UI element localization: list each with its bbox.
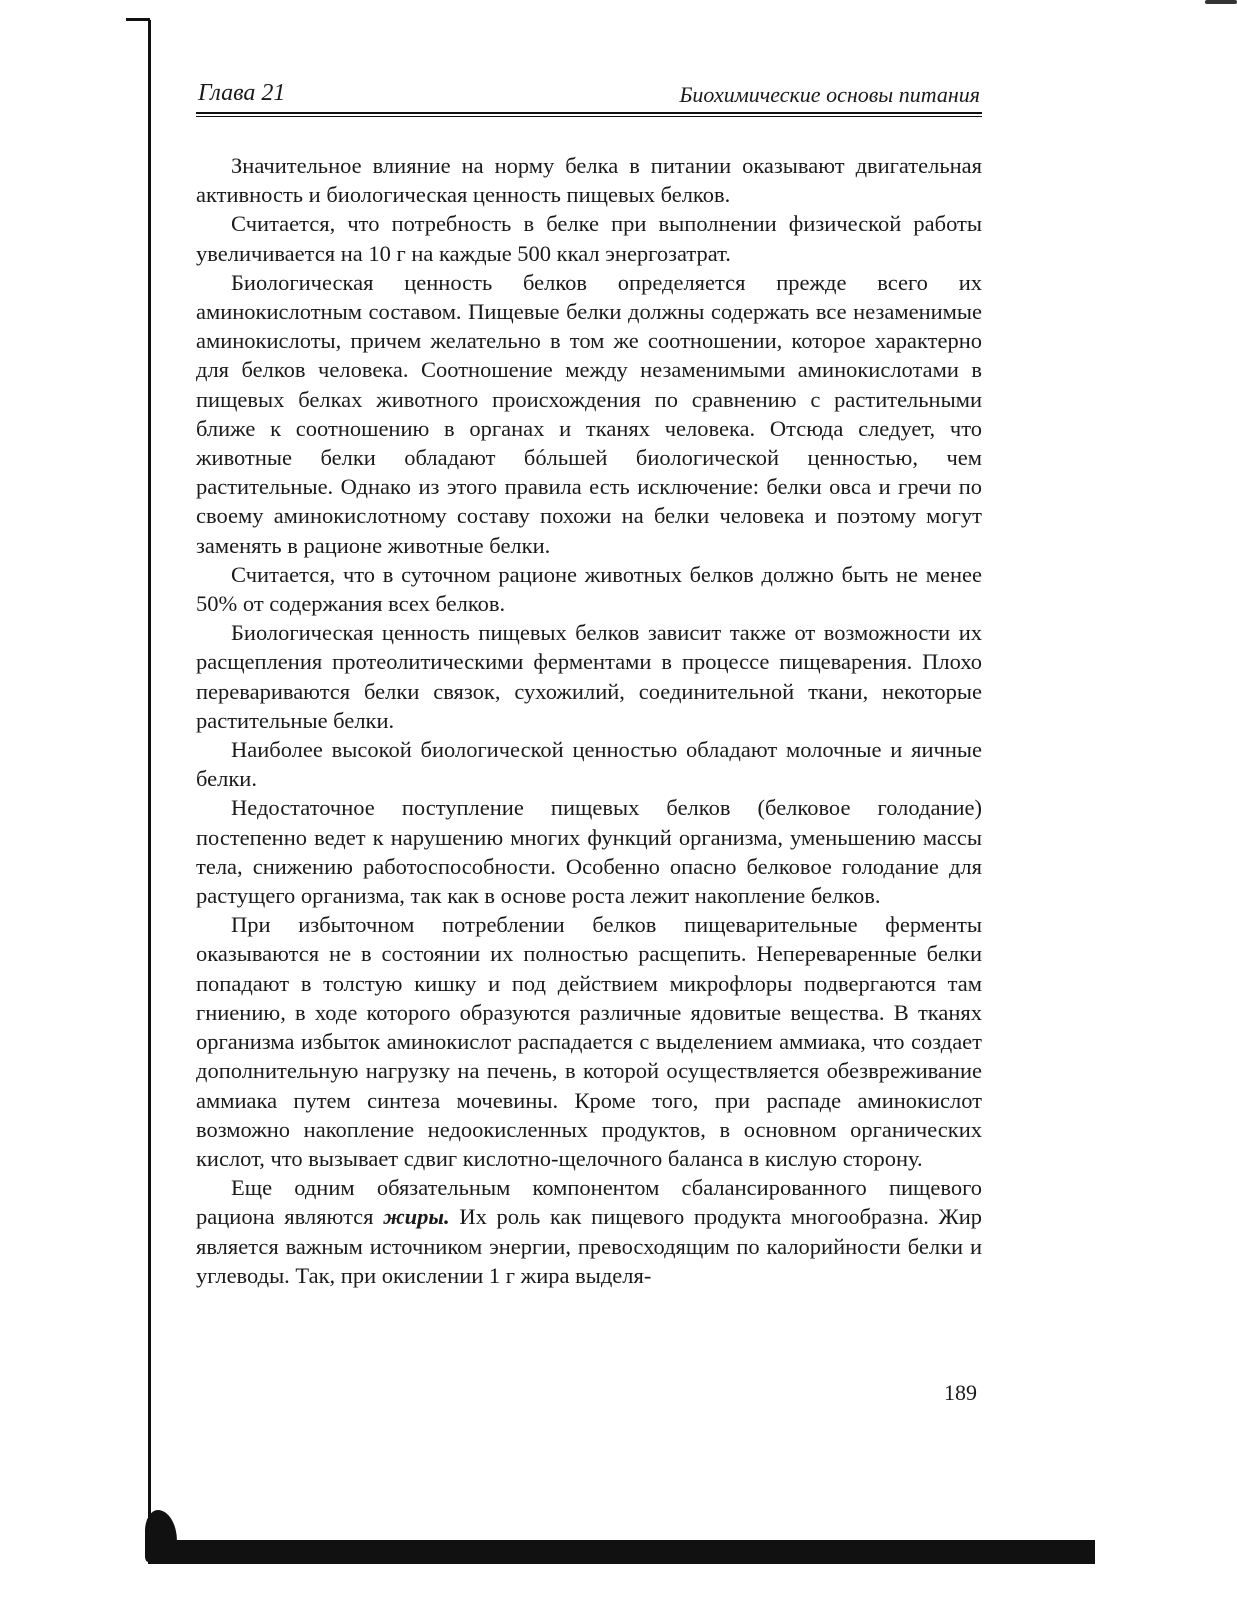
running-header xyxy=(196,76,982,108)
scan-artifact-bottom-bar xyxy=(148,1540,1095,1564)
paragraph-fats xyxy=(196,1173,982,1290)
scan-artifact-top-corner xyxy=(126,18,150,21)
scan-artifact-top-right xyxy=(1205,0,1237,4)
page-number: 189 xyxy=(944,1380,977,1405)
paragraph-text: Их роль как пищевого продукта многообразна. Жир является важным источником энергии, превосходящим по калорийности белки и углеводы. Так, при окислении 1 г жира выделя- xyxy=(196,1204,982,1288)
paragraph: Недостаточное поступление пищевых белков (белковое голодание) постепенно ведет к нарушению многих функций организма, уменьшению массы тела, снижению работоспособности. Особенно опасно белковое голодание для растущего организма, так как в основе роста лежит накопление белков. xyxy=(196,795,982,909)
term-fats: жиры. xyxy=(383,1204,450,1230)
book-page xyxy=(196,76,982,1290)
paragraph: Биологическая ценность пищевых белков зависит также от возможности их расщепления протеолитическими ферментами в процессе пищеварения. Плохо перевариваются белки связок, сухожилий, соединительной ткани, некоторые растительные белки. xyxy=(196,620,982,733)
paragraph: Биологическая ценность белков определяется прежде всего их аминокислотным составом. Пищевые белки должны содержать все незаменимые аминокислоты, причем желательно в том же соотношении, которое характерно для белков человека. Соотношение между незаменимыми аминокислотами в пищевых белках животного происхождения по сравнению с растительными ближе к соотношению в органах и тканях человека. Отсюда следует, что животные белки обладают бóльшей биологической ценностью, чем растительные. Однако из этого правила есть исключение: белки овса и гречи по своему аминокислотному составу похожи на белки человека и поэтому могут заменять в рационе животные белки. xyxy=(196,269,982,558)
paragraph: Считается, что потребность в белке при выполнении физической работы увеличивается на 10 г на каждые 500 ккал энергозатрат. xyxy=(196,211,982,266)
paragraph: Значительное влияние на норму белка в питании оказывают двигательная активность и биологическая ценность пищевых белков. xyxy=(196,153,982,208)
paragraph-text: Еще одним обязательным компонентом сбалансированного пищевого рациона являются xyxy=(196,1175,982,1230)
body-text xyxy=(196,151,982,1290)
scan-artifact-left-border xyxy=(148,20,151,1550)
paragraph: При избыточном потреблении белков пищеварительные ферменты оказываются не в состоянии их полностью расщепить. Непереваренные белки попадают в толстую кишку и под действием микрофлоры подвергаются там гниению, в ходе которого образуются различные ядовитые вещества. В тканях организма избыток аминокислот распадается с выделением аммиака, что создает дополнительную нагрузку на печень, в которой осуществляется обезвреживание аммиака путем синтеза мочевины. Кроме того, при распаде аминокислот возможно накопление недоокисленных продуктов, в основном органических кислот, что вызывает сдвиг кислотно-щелочного баланса в кислую сторону. xyxy=(196,912,982,1171)
paragraph: Считается, что в суточном рационе животных белков должно быть не менее 50% от содержания всех белков. xyxy=(196,561,982,617)
paragraph: Наиболее высокой биологической ценностью обладают молочные и яичные белки. xyxy=(196,737,982,792)
running-title: Биохимические основы питания xyxy=(679,82,980,107)
header-rule xyxy=(196,112,982,117)
chapter-label: Глава 21 xyxy=(198,80,286,106)
